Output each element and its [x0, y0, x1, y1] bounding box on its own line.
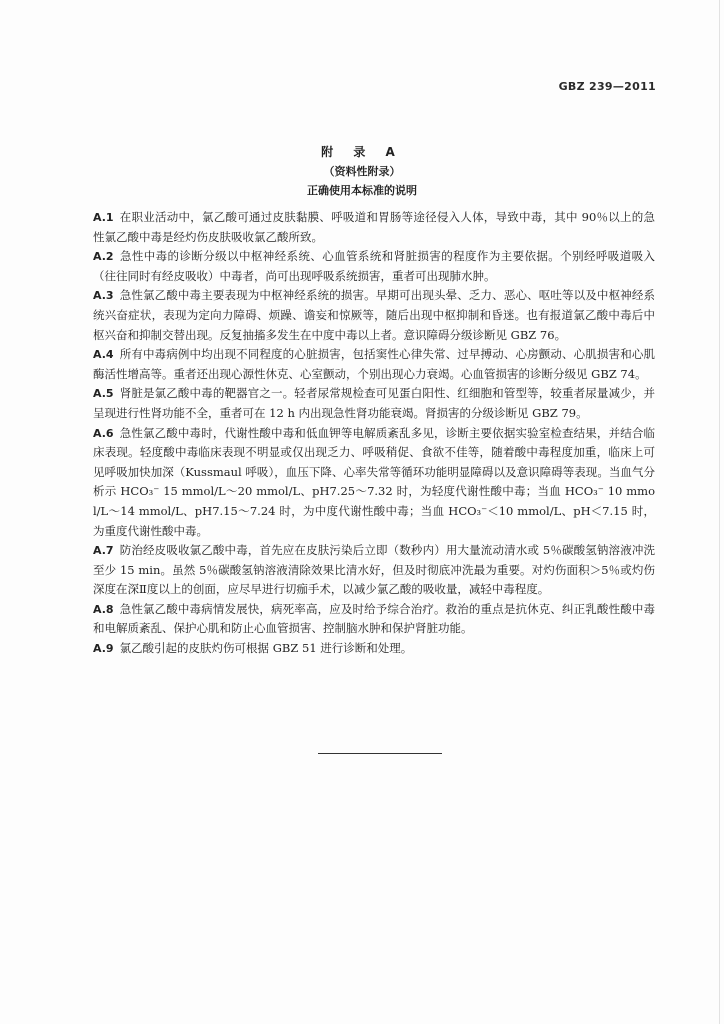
- paragraph-number: A.8: [93, 602, 114, 616]
- paragraph-a6: [93, 424, 655, 542]
- paragraph-a5: [93, 384, 655, 423]
- paragraph-text: 急性中毒的诊断分级以中枢神经系统、心血管系统和肾脏损害的程度作为主要依据。个别经呼吸道吸入（往往同时有经皮吸收）中毒者，尚可出现呼吸系统损害，重者可出现肺水肿。: [93, 249, 655, 283]
- appendix-title: 附 录 A: [321, 145, 403, 159]
- paragraph-text: 在职业活动中，氯乙酸可通过皮肤黏膜、呼吸道和胃肠等途径侵入人体，导致中毒，其中 90％以上的急性氯乙酸中毒是经灼伤皮肤吸收氯乙酸所致。: [93, 210, 655, 244]
- end-rule: [318, 753, 442, 754]
- paragraph-a1: [93, 208, 655, 247]
- paragraph-number: A.2: [93, 250, 114, 264]
- paragraph-number: A.1: [93, 211, 114, 224]
- paragraph-text: 氯乙酸引起的皮肤灼伤可根据 GBZ 51 进行诊断和处理。: [119, 641, 413, 656]
- paragraph-a9: [93, 639, 655, 659]
- paragraph-text: 急性氯乙酸中毒时，代谢性酸中毒和低血钾等电解质紊乱多见，诊断主要依据实验室检查结果，并结合临床表现。轻度酸中毒临床表现不明显或仅出现乏力、呼吸稍促、食欲不佳等，随着酸中毒程度加重，临床上可见呼吸加快加深（Kussmaul 呼吸），血压下降、心率失常等循环功能明显障碍以及意识障碍等表现。当血气分析示 HCO₃⁻ 15 mmol/L～20 mmol/L、pH7.25～7.32 时，为轻度代谢性酸中毒；当血 HCO₃⁻ 10 mmol/L～14 mmol/L、pH7.15～7.24 时，为中度代谢性酸中毒；当血 HCO₃⁻＜10 mmol/L、pH＜7.15 时，为重度代谢性酸中毒。: [93, 425, 655, 538]
- paragraph-number: A.3: [93, 289, 114, 303]
- appendix-body: [93, 208, 655, 659]
- paragraph-text: 防治经皮吸收氯乙酸中毒，首先应在皮肤污染后立即（数秒内）用大量流动清水或 5％碳酸氢钠溶液冲洗至少 15 min。虽然 5％碳酸氢钠溶液清除效果比清水好，但及时彻底冲洗最为重要。对灼伤面积＞5％或灼伤深度在深Ⅱ度以上的创面，应尽早进行切痂手术，以减少氯乙酸的吸收量，减轻中毒程度。: [93, 543, 655, 597]
- paragraph-number: A.7: [93, 544, 114, 558]
- paragraph-number: A.9: [93, 642, 114, 656]
- paragraph-number: A.4: [93, 348, 114, 362]
- paragraph-a2: [93, 247, 655, 286]
- appendix-type: （资料性附录）: [323, 165, 401, 178]
- paragraph-text: 肾脏是氯乙酸中毒的靶器官之一。轻者尿常规检查可见蛋白阳性、红细胞和管型等，较重者尿量减少，并呈现进行性肾功能不全，重者可在 12 h 内出现急性肾功能衰竭。肾损害的分级诊断见 GBZ 79。: [93, 386, 655, 420]
- paragraph-a7: [93, 541, 655, 600]
- paragraph-a3: [93, 286, 655, 345]
- paragraph-text: 急性氯乙酸中毒主要表现为中枢神经系统的损害。早期可出现头晕、乏力、恶心、呕吐等以及中枢神经系统兴奋症状，表现为定向力障碍、烦躁、谵妄和惊厥等，随后出现中枢抑制和昏迷。也有报道氯乙酸中毒后中枢兴奋和抑制交替出现。反复抽搐多发生在中度中毒以上者。意识障碍分级诊断见 GBZ 76。: [93, 288, 655, 342]
- paragraph-text: 急性氯乙酸中毒病情发展快，病死率高，应及时给予综合治疗。救治的重点是抗休克、纠正乳酸性酸中毒和电解质紊乱、保护心肌和防止心血管损害、控制脑水肿和保护肾脏功能。: [93, 601, 655, 636]
- paragraph-a4: [93, 345, 655, 384]
- standard-code: GBZ 239—2011: [558, 80, 656, 93]
- paragraph-number: A.5: [93, 387, 114, 401]
- paragraph-text: 所有中毒病例中均出现不同程度的心脏损害，包括窦性心律失常、过早搏动、心房颤动、心肌损害和心肌酶活性增高等。重者还出现心源性休克、心室颤动，个别出现心力衰竭。心血管损害的诊断分级见 GBZ 74。: [93, 347, 655, 381]
- paragraph-a8: [93, 600, 655, 639]
- paragraph-number: A.6: [93, 426, 114, 440]
- appendix-subtitle: 正确使用本标准的说明: [307, 184, 417, 197]
